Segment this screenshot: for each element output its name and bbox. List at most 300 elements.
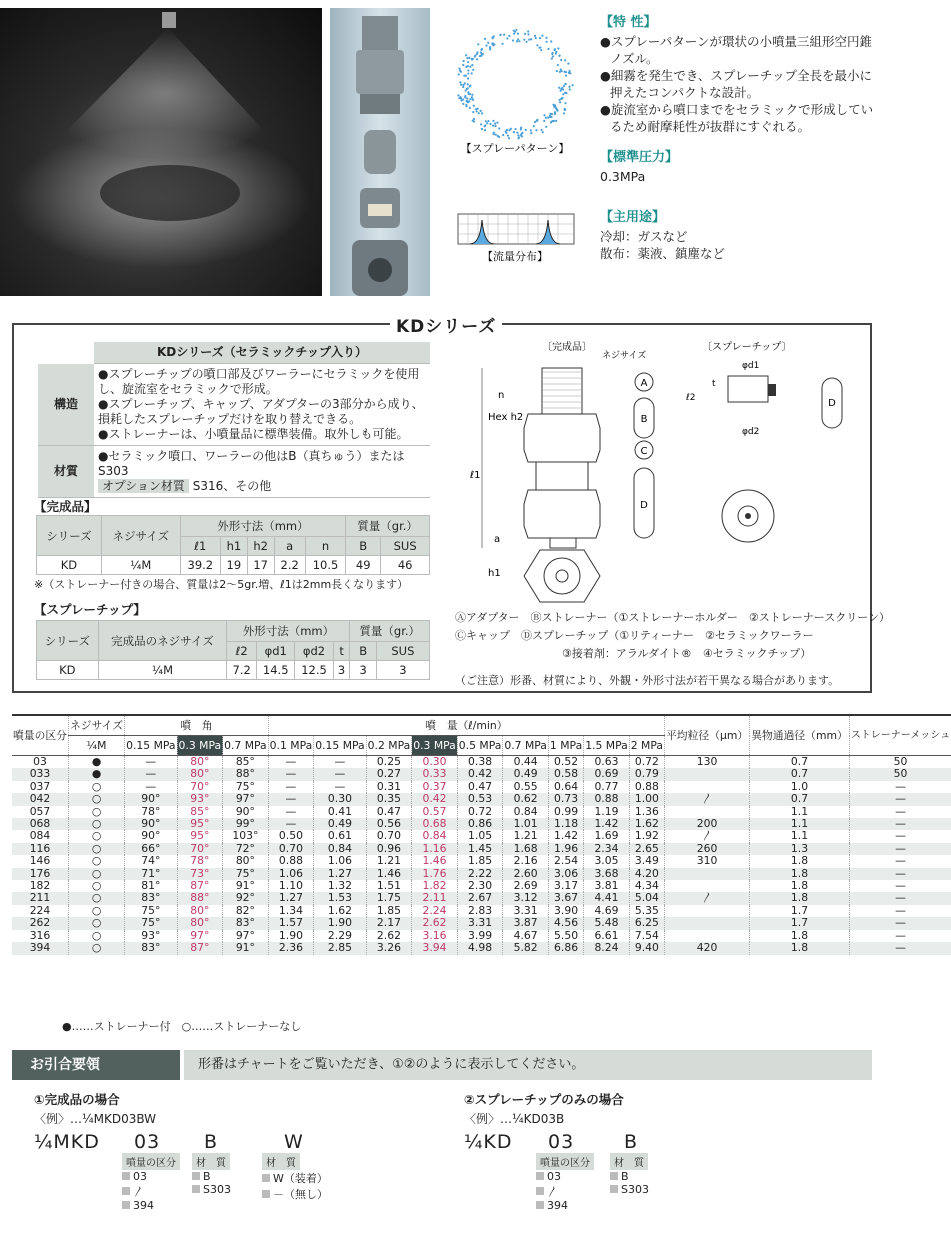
dim-col: a [274,537,305,556]
table-cell: 1.53 [314,892,366,904]
table-cell: — [314,756,366,769]
table-cell: 3.05 [584,855,630,867]
table-cell [665,868,750,880]
table-cell: 4.67 [503,930,549,942]
table-cell: 211 [12,892,68,904]
col-thread-size: ネジサイズ [68,715,124,736]
col-pass-diameter: 異物通過径（mm） [750,715,850,756]
table-cell: 2.85 [314,942,366,954]
features-heading: 【特 性】 [600,15,657,30]
table-cell: 82° [223,905,269,917]
table-cell: 1.76 [412,868,458,880]
col-avg-particle: 平均粒径（μm） [665,715,750,756]
table-cell: 88° [223,768,269,780]
table-cell: 75° [125,905,177,917]
structure-item: ●スプレーチップの噴口部及びワーラーにセラミックを使用し、旋流室をセラミックで形成。 [98,367,420,396]
table-cell: 0.57 [412,806,458,818]
material-text: ●セラミック噴口、ワーラーの他はB（真ちゅう）またはS303 [98,449,405,478]
uses-heading: 【主用途】 [600,210,666,225]
table-cell: 0.72 [629,756,664,769]
flow-rate-table [12,714,951,955]
table-cell: 6.86 [548,942,583,954]
option-value: 〳 [536,1183,610,1199]
table-cell: 0.7 [750,768,850,780]
table-cell: 1.62 [314,905,366,917]
table-cell: 130 [665,756,750,769]
table-cell: 3.68 [584,868,630,880]
table-cell: 0.7 [750,756,850,769]
svg-text:ネジサイズ: ネジサイズ [602,351,647,361]
dim-col: ℓ1 [180,537,220,556]
col-mass: 質量（gr.） [350,621,430,642]
table-cell: — [849,942,951,954]
dim-col: φd1 [257,642,295,661]
dim-col: t [333,642,350,661]
pressure-heading: 【標準圧力】 [600,150,679,165]
col-spray-angle: 噴 角 [125,715,269,736]
dim-col: h1 [220,537,247,556]
table-cell: 0.63 [584,756,630,769]
table-cell: 1.69 [584,830,630,842]
table-cell: 0.27 [366,768,412,780]
table-cell: 1.85 [366,905,412,917]
option-value: B [192,1170,262,1183]
table-cell: 1.0 [750,781,850,793]
angle-pressure: 0.3 MPa [177,736,223,756]
option-value: 03 [536,1170,610,1183]
table-cell: — [268,806,314,818]
table-cell: 2.16 [503,855,549,867]
table-cell: 2.17 [366,917,412,929]
table-cell: 0.70 [366,830,412,842]
spray-photo [0,8,322,296]
table-cell: 2.34 [584,843,630,855]
table-cell: 0.68 [412,818,458,830]
use-item: 冷却：ガスなど [600,229,688,244]
option-material-label: オプション材質 [98,479,189,493]
table-cell: ○ [68,942,124,954]
table-cell: 1.51 [366,880,412,892]
table-cell: 0.31 [366,781,412,793]
table-cell: 116 [12,843,68,855]
table-cell: 2.83 [457,905,503,917]
table-cell: 50 [849,768,951,780]
table-cell: 262 [12,917,68,929]
table-cell: 85° [223,756,269,769]
table-cell: 3.31 [503,905,549,917]
order-tip-block: ②スプレーチップのみの場合 〈例〉…¼KD03B ¼KD 03 噴量の区分 03 〳 394 B 材 質 B S303 [464,1090,864,1212]
table-cell: 1.8 [750,942,850,954]
table-cell: 74° [125,855,177,867]
table-cell: 75° [125,917,177,929]
table-cell: 4.69 [584,905,630,917]
table-cell: 3.17 [548,880,583,892]
table-cell: 0.38 [457,756,503,769]
flow-pressure: 1 MPa [548,736,583,756]
table-cell: 83° [125,942,177,954]
svg-text:n: n [498,390,505,401]
table-cell: — [849,830,951,842]
table-cell: 7.2 [227,661,257,680]
series-title: KDシリーズ [390,312,502,337]
table-cell: 1.27 [314,868,366,880]
table-cell: 85° [177,806,223,818]
table-cell: 93° [177,793,223,805]
table-cell: — [849,880,951,892]
table-cell: 73° [177,868,223,880]
table-cell: 260 [665,843,750,855]
table-cell: 6.61 [584,930,630,942]
table-cell: 2.62 [412,917,458,929]
table-cell: 3.81 [584,880,630,892]
table-cell: 0.79 [629,768,664,780]
table-cell: 2.29 [314,930,366,942]
col-strainer-mesh: ストレーナーメッシュ [849,715,951,756]
col-mass: 質量（gr.） [346,516,430,537]
table-cell: 0.99 [548,806,583,818]
table-cell: 3.31 [457,917,503,929]
table-cell: 39.2 [180,556,220,575]
table-cell: 1.1 [750,806,850,818]
table-cell: 2.36 [268,942,314,954]
table-cell: 0.7 [750,793,850,805]
flow-pressure: 0.5 MPa [457,736,503,756]
spray-tip-title: 【スプレーチップ】 [34,602,146,617]
table-cell: 2.22 [457,868,503,880]
table-cell: 200 [665,818,750,830]
flow-pressure: 0.7 MPa [503,736,549,756]
table-cell: 0.61 [314,830,366,842]
table-cell: ○ [68,830,124,842]
svg-text:B: B [640,414,648,425]
caution-note: （ご注意）形番、材質により、外観・外形寸法が若干異なる場合があります。 [455,674,840,687]
table-cell: — [849,806,951,818]
table-cell: 1.90 [314,917,366,929]
table-cell: 4.41 [584,892,630,904]
table-cell: 4.20 [629,868,664,880]
features-panel [600,14,884,272]
series-header: KDシリーズ（セラミックチップ入り） [94,342,430,364]
table-cell: — [849,917,951,929]
table-cell: 5.82 [503,942,549,954]
table-cell: 1.01 [503,818,549,830]
table-cell: — [849,905,951,917]
table-row [12,917,951,929]
standard-pressure: 0.3MPa [600,169,646,184]
table-cell: 3.94 [412,942,458,954]
table-cell: — [268,756,314,769]
table-cell: 0.88 [629,781,664,793]
ring-pattern-icon [457,29,574,140]
dim-col: φd2 [295,642,333,661]
table-cell: 0.69 [584,768,630,780]
table-cell: 87° [177,880,223,892]
table-cell: 19 [220,556,247,575]
dim-col: B [346,537,381,556]
table-cell: 4.56 [548,917,583,929]
table-cell: 88° [177,892,223,904]
complete-product-table [36,515,430,575]
table-cell: 0.55 [503,781,549,793]
table-cell: 81° [125,880,177,892]
table-cell: 1.75 [366,892,412,904]
flow-pressure: 2 MPa [629,736,664,756]
table-cell: 90° [223,806,269,818]
table-cell: 78° [177,855,223,867]
table-cell: 7.54 [629,930,664,942]
table-cell: 90° [125,793,177,805]
parts-legend [452,608,893,689]
table-cell: 1.18 [548,818,583,830]
angle-pressure: 0.15 MPa [125,736,177,756]
series-spec-table [38,342,430,498]
table-cell: 0.58 [548,768,583,780]
table-cell: 1.8 [750,880,850,892]
svg-text:φd1: φd1 [742,361,760,371]
option-value: 〳 [122,1183,192,1199]
table-cell: 1.68 [503,843,549,855]
flow-pressure: 0.15 MPa [314,736,366,756]
flow-pressure: 0.3 MPa [412,736,458,756]
use-item: 散布：薬液、鎮塵など [600,246,726,261]
dim-col: h2 [247,537,274,556]
table-cell: 〳 [665,793,750,805]
table-cell: ¼M [98,661,227,680]
option-value: S303 [610,1183,680,1196]
table-cell: 97° [223,793,269,805]
table-cell: 1.21 [503,830,549,842]
table-cell: 78° [125,806,177,818]
structure-item: ●スプレーチップ、キャップ、アダプターの3部分から成り、損耗したスプレーチップだけを取り替えできる。 [98,397,424,426]
table-cell: 3.12 [503,892,549,904]
dim-col: ℓ2 [227,642,257,661]
table-cell: 5.35 [629,905,664,917]
table-cell: 0.35 [366,793,412,805]
table-cell: — [314,768,366,780]
table-cell: 0.70 [268,843,314,855]
svg-text:C: C [640,446,648,457]
table-cell: — [849,930,951,942]
table-cell: 0.88 [584,793,630,805]
table-cell: 3.90 [548,905,583,917]
table-cell: 1.06 [314,855,366,867]
col-series: シリーズ [37,621,99,661]
table-cell: 0.73 [548,793,583,805]
col-dimensions: 外形寸法（mm） [180,516,346,537]
table-cell: 1.90 [268,930,314,942]
table-cell: 1.00 [629,793,664,805]
table-cell: 310 [665,855,750,867]
table-cell: 1.8 [750,892,850,904]
table-cell: 80° [177,917,223,929]
feature-item: ●スプレーパターンが環状の小噴量三組形空円錐ノズル。 [600,34,873,66]
svg-text:〔スプレーチップ〕: 〔スプレーチップ〕 [702,342,792,353]
table-cell: 176 [12,868,68,880]
table-cell: 1.42 [584,818,630,830]
table-cell: — [268,818,314,830]
table-cell: ○ [68,880,124,892]
svg-text:Hex h2: Hex h2 [488,412,524,423]
table-cell: 1.32 [314,880,366,892]
table-cell: 3 [350,661,376,680]
table-cell: 0.64 [548,781,583,793]
table-cell: — [849,843,951,855]
flow-pressure: 0.2 MPa [366,736,412,756]
table-cell: — [268,768,314,780]
dim-col: B [350,642,376,661]
table-cell: 0.86 [457,818,503,830]
table-cell: 1.8 [750,930,850,942]
table-cell: 0.30 [314,793,366,805]
table-cell: ○ [68,905,124,917]
table-cell: 80° [177,768,223,780]
table-cell: 1.36 [629,806,664,818]
col-thread: ネジサイズ [101,516,180,556]
table-cell: 0.49 [314,818,366,830]
table-row [12,942,951,954]
table-cell: 1.46 [366,868,412,880]
table-cell: ● [68,756,124,769]
svg-text:t: t [712,379,716,389]
table-cell: 90° [125,818,177,830]
table-cell: — [125,768,177,780]
spray-pattern-figure [440,14,590,276]
col-flow-rate: 噴 量（ℓ/min） [268,715,664,736]
table-cell: 0.72 [457,806,503,818]
table-cell: 49 [346,556,381,575]
table-cell [665,905,750,917]
table-cell: — [849,868,951,880]
table-cell: 1.45 [457,843,503,855]
table-cell: 1.27 [268,892,314,904]
table-cell: ○ [68,892,124,904]
table-cell: 0.84 [412,830,458,842]
table-cell: 8.24 [584,942,630,954]
table-cell: 2.24 [412,905,458,917]
table-cell: 0.42 [457,768,503,780]
table-cell: 50 [849,756,951,769]
table-cell: 83° [125,892,177,904]
table-cell: 1.16 [412,843,458,855]
legend-line: Ⓒキャップ Ⓓスプレーチップ（①リティーナー ②セラミックワーラー [455,629,814,642]
table-cell: 3.26 [366,942,412,954]
table-cell: 1.1 [750,818,850,830]
table-cell: 5.04 [629,892,664,904]
structure-label: 構造 [38,364,94,446]
table-cell: 14.5 [257,661,295,680]
table-cell: 0.47 [457,781,503,793]
table-cell: 80° [223,855,269,867]
table-cell: 1.46 [412,855,458,867]
table-cell: 95° [177,830,223,842]
complete-product-title: 【完成品】 [34,499,97,514]
ordering-header [12,1050,872,1080]
table-cell: 92° [223,892,269,904]
table-cell: — [125,756,177,769]
table-cell: 4.98 [457,942,503,954]
ordering-desc: 形番はチャートをご覧いただき、①②のように表示してください。 [184,1050,872,1080]
col-thread: 完成品のネジサイズ [98,621,227,661]
table-cell: ○ [68,806,124,818]
table-cell: 1.82 [412,880,458,892]
table-cell: 182 [29,879,51,893]
table-cell: 3.99 [457,930,503,942]
table-cell: 2.65 [629,843,664,855]
dim-col: SUS [376,642,429,661]
table-cell: 1.7 [750,917,850,929]
table-cell: ¼M [101,556,180,575]
material-label: 材質 [38,446,94,498]
table-cell: ○ [68,781,124,793]
order-complete-block: ①完成品の場合 〈例〉…¼MKD03BW ¼MKD 03 噴量の区分 03 〳 394 B 材 質 B S303 W 材 質 W（装着） －（無し） [34,1090,434,1212]
table-cell: 1.85 [457,855,503,867]
col-flow-class: 噴量の区分 [12,715,68,756]
col-dimensions: 外形寸法（mm） [227,621,350,642]
table-cell: 5.50 [548,930,583,942]
table-cell: — [849,818,951,830]
structure-item: ●ストレーナーは、小噴量品に標準装備。取外しも可能。 [98,427,409,441]
table-cell: 0.52 [548,756,583,769]
table-cell: 3.16 [412,930,458,942]
table-cell: 0.84 [314,843,366,855]
table-cell: 90° [125,830,177,842]
table-cell: 91° [223,942,269,954]
thread-label: ¼M [68,736,124,756]
table-footnote: ●……ストレーナー付 ○……ストレーナーなし [62,1020,302,1033]
table-cell: 80° [177,756,223,769]
table-cell: 0.37 [412,781,458,793]
table-cell: 3 [333,661,350,680]
table-cell: 91° [223,880,269,892]
svg-text:h1: h1 [488,568,501,579]
table-cell: 0.53 [457,793,503,805]
table-cell: 〳 [665,892,750,904]
table-cell: 75° [223,781,269,793]
table-cell: KD [37,556,102,575]
flow-pressure: 1.5 MPa [584,736,630,756]
table-cell: 〳 [665,830,750,842]
table-cell: 97° [223,930,269,942]
table-cell: 2.60 [503,868,549,880]
table-cell: 46 [381,556,430,575]
table-cell: 1.62 [629,818,664,830]
feature-item: ●細霧を発生でき、スプレーチップ全長を最小に押えたコンパクトな設計。 [600,68,873,100]
table-row [12,855,951,867]
table-cell: 1.3 [750,843,850,855]
table-cell: 10.5 [305,556,345,575]
table-cell: ○ [68,917,124,929]
table-cell: 95° [177,818,223,830]
table-cell: 3.06 [548,868,583,880]
option-value: B [610,1170,680,1183]
feature-item: ●旋流室から噴口までをセラミックで形成しているため耐摩耗性が抜群にすぐれる。 [600,102,874,134]
complete-product-note: ※（ストレーナー付きの場合、質量は2～5gr.増、ℓ1は2mm長くなります） [34,578,409,591]
svg-text:D: D [828,398,836,409]
option-value: 394 [122,1199,192,1212]
table-cell: 0.50 [268,830,314,842]
table-cell: 1.21 [366,855,412,867]
table-cell: 420 [665,942,750,954]
table-cell: 1.10 [268,880,314,892]
table-cell: 1.34 [268,905,314,917]
table-cell: 4.34 [629,880,664,892]
table-cell: 1.57 [268,917,314,929]
table-cell [665,768,750,780]
option-value: －（無し） [262,1186,342,1202]
table-cell: 70° [177,843,223,855]
table-cell: 0.30 [412,756,458,769]
table-cell: 97° [177,930,223,942]
